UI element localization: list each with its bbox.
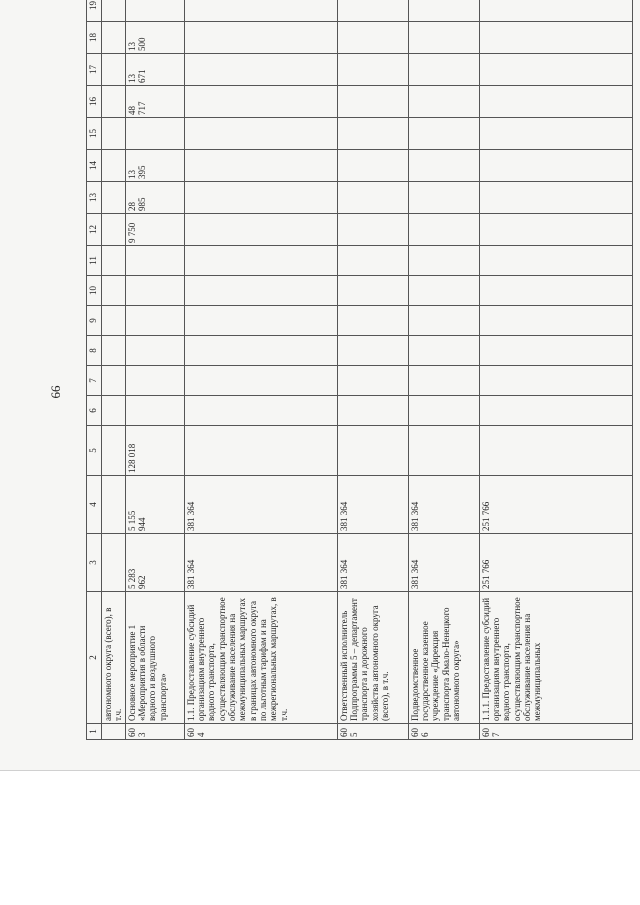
table-row	[102, 0, 126, 740]
value-cell: 381 364	[408, 476, 479, 534]
value-cell	[408, 118, 479, 150]
value-cell	[184, 54, 337, 86]
value-cell	[408, 0, 479, 22]
value-cell: 381 364	[184, 534, 337, 592]
description-cell: автономного округа (всего), в т.ч.	[102, 592, 126, 724]
value-cell: 28 985	[125, 182, 184, 214]
value-cell	[184, 246, 337, 276]
value-cell	[102, 22, 126, 54]
column-header: 6	[87, 396, 102, 426]
value-cell: 251 766	[479, 476, 632, 534]
value-cell	[337, 214, 408, 246]
value-cell	[184, 214, 337, 246]
value-cell	[408, 336, 479, 366]
value-cell	[102, 150, 126, 182]
value-cell	[102, 214, 126, 246]
value-cell	[102, 426, 126, 476]
column-header: 19	[87, 0, 102, 22]
value-cell	[408, 246, 479, 276]
value-cell	[408, 306, 479, 336]
value-cell	[125, 118, 184, 150]
budget-table	[86, 0, 633, 740]
value-cell	[337, 276, 408, 306]
value-cell	[184, 118, 337, 150]
value-cell	[125, 366, 184, 396]
value-cell	[125, 396, 184, 426]
column-header: 16	[87, 86, 102, 118]
value-cell	[184, 366, 337, 396]
value-cell	[102, 86, 126, 118]
value-cell	[408, 54, 479, 86]
value-cell	[337, 396, 408, 426]
value-cell	[337, 426, 408, 476]
value-cell	[479, 150, 632, 182]
value-cell	[184, 306, 337, 336]
description-cell: Основное мероприятие 1 «Мероприятия в области водного и воздушного транспорта»	[125, 592, 184, 724]
table-row	[184, 0, 337, 740]
column-header: 3	[87, 534, 102, 592]
value-cell	[125, 336, 184, 366]
value-cell	[337, 366, 408, 396]
column-header: 10	[87, 276, 102, 306]
value-cell: 381 364	[337, 534, 408, 592]
value-cell	[102, 182, 126, 214]
value-cell	[479, 276, 632, 306]
table-row	[125, 0, 184, 740]
description-cell: Ответственный исполнитель Подпрограммы 5 – департамент транспорта и дорожного хозяйства автономного округа (всего), в т.ч.	[337, 592, 408, 724]
value-cell	[102, 54, 126, 86]
value-cell	[479, 366, 632, 396]
value-cell	[125, 0, 184, 22]
value-cell	[408, 276, 479, 306]
value-cell	[479, 22, 632, 54]
description-cell: 1.1. Предоставление субсидий организациям внутреннего водного транспорта, осуществляющим транспортное обслуживание населения на межмуниципальных маршрутах в границах автономного округа по льготным тарифам и на межрегиональных маршрутах, в т.ч.	[184, 592, 337, 724]
value-cell	[337, 336, 408, 366]
value-cell	[337, 182, 408, 214]
value-cell	[102, 306, 126, 336]
value-cell	[184, 276, 337, 306]
value-cell	[337, 150, 408, 182]
value-cell	[102, 366, 126, 396]
row-number-cell: 603	[125, 724, 184, 740]
value-cell: 5 155 944	[125, 476, 184, 534]
value-cell: 13 395	[125, 150, 184, 182]
value-cell	[125, 246, 184, 276]
value-cell	[102, 276, 126, 306]
value-cell	[479, 214, 632, 246]
value-cell: 5 283 962	[125, 534, 184, 592]
column-header: 11	[87, 246, 102, 276]
value-cell	[337, 22, 408, 54]
value-cell: 13 500	[125, 22, 184, 54]
value-cell	[184, 426, 337, 476]
value-cell	[479, 182, 632, 214]
value-cell	[337, 246, 408, 276]
value-cell	[479, 396, 632, 426]
value-cell	[102, 336, 126, 366]
value-cell	[102, 246, 126, 276]
header-row	[87, 0, 102, 740]
page-number: 66	[48, 385, 63, 399]
row-number-cell: 605	[337, 724, 408, 740]
value-cell	[408, 396, 479, 426]
value-cell	[408, 182, 479, 214]
value-cell	[337, 0, 408, 22]
value-cell	[184, 336, 337, 366]
row-number-cell: 606	[408, 724, 479, 740]
row-number-cell: 604	[184, 724, 337, 740]
value-cell: 9 750	[125, 214, 184, 246]
value-cell	[102, 534, 126, 592]
column-header: 14	[87, 150, 102, 182]
table-row	[408, 0, 479, 740]
value-cell	[337, 306, 408, 336]
column-header: 2	[87, 592, 102, 724]
value-cell: 381 364	[337, 476, 408, 534]
value-cell	[184, 0, 337, 22]
table-row	[337, 0, 408, 740]
value-cell	[479, 306, 632, 336]
column-header: 13	[87, 182, 102, 214]
column-header: 18	[87, 22, 102, 54]
value-cell	[184, 86, 337, 118]
column-header: 8	[87, 336, 102, 366]
value-cell: 381 364	[184, 476, 337, 534]
value-cell	[184, 150, 337, 182]
value-cell	[337, 86, 408, 118]
table-row	[479, 0, 632, 740]
column-header: 12	[87, 214, 102, 246]
value-cell	[184, 396, 337, 426]
column-header: 5	[87, 426, 102, 476]
column-header: 7	[87, 366, 102, 396]
value-cell	[479, 246, 632, 276]
value-cell: 381 364	[408, 534, 479, 592]
column-header: 4	[87, 476, 102, 534]
column-header: 17	[87, 54, 102, 86]
value-cell	[102, 0, 126, 22]
value-cell	[479, 0, 632, 22]
value-cell	[337, 118, 408, 150]
value-cell	[102, 476, 126, 534]
value-cell	[102, 396, 126, 426]
row-number-cell: 607	[479, 724, 632, 740]
value-cell	[102, 118, 126, 150]
value-cell	[337, 54, 408, 86]
column-header: 15	[87, 118, 102, 150]
rotated-table-container	[86, 1, 606, 740]
value-cell	[408, 426, 479, 476]
value-cell	[479, 86, 632, 118]
column-header: 9	[87, 306, 102, 336]
value-cell: 128 018	[125, 426, 184, 476]
value-cell	[408, 150, 479, 182]
value-cell: 13 671	[125, 54, 184, 86]
value-cell	[184, 22, 337, 54]
row-number-cell	[102, 724, 126, 740]
description-cell: Подведомственное государственное казенное учреждение «Дирекция транспорта Ямало-Ненецкого автономного округа»	[408, 592, 479, 724]
value-cell	[479, 54, 632, 86]
value-cell: 48 717	[125, 86, 184, 118]
value-cell	[408, 366, 479, 396]
value-cell	[408, 22, 479, 54]
column-header: 1	[87, 724, 102, 740]
value-cell: 251 766	[479, 534, 632, 592]
value-cell	[479, 336, 632, 366]
value-cell	[408, 214, 479, 246]
value-cell	[184, 182, 337, 214]
description-cell: 1.1.1. Предоставление субсидий организациям внутреннего водного транспорта, осуществляющим транспортное обслуживание населения на межмуниципальных	[479, 592, 632, 724]
value-cell	[125, 276, 184, 306]
value-cell	[125, 306, 184, 336]
value-cell	[479, 118, 632, 150]
value-cell	[408, 86, 479, 118]
value-cell	[479, 426, 632, 476]
